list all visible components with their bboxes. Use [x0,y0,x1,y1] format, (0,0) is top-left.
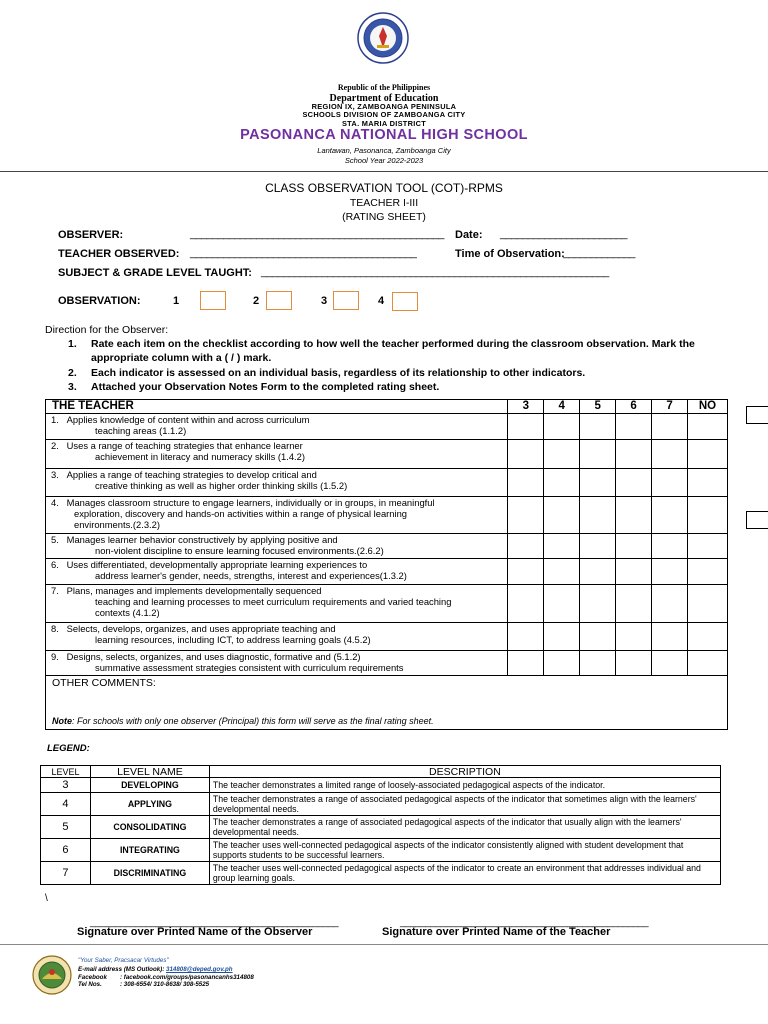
department-label: Department of Education [329,93,439,104]
rating-cell[interactable] [544,440,580,469]
indicator-num: 2. [51,440,59,451]
indicator-cell [46,534,508,559]
school-address: Lantawan, Pasonanca, Zamboanga City [317,146,451,155]
school-address-block [0,146,768,166]
observer-field[interactable]: ______________________________________________ [190,228,444,240]
rating-cell[interactable] [616,559,652,585]
legend-header-row [41,766,721,778]
rating-cell[interactable] [508,651,544,676]
observation-option-3: 3 [321,295,328,307]
observation-label: OBSERVATION: [58,295,141,307]
observation-checkbox-2[interactable] [266,291,292,310]
rating-cell[interactable] [544,534,580,559]
rating-cell[interactable] [652,469,688,497]
comments-row [46,676,728,730]
table-row [46,585,728,623]
indicator-text: Plans, manages and implements developmentally sequenced [66,585,322,596]
rating-cell[interactable] [580,469,616,497]
col-4-header: 4 [544,400,580,414]
school-logo [32,955,72,995]
rating-cell[interactable] [580,414,616,440]
rating-cell[interactable] [508,534,544,559]
region-block [0,103,768,128]
subject-field[interactable]: _______________________________________________________________ [261,266,609,278]
time-field[interactable]: _____________ [563,247,635,259]
indicator-text: Uses differentiated, developmentally appropriate learning experiences to [66,559,368,570]
legend-level: 3 [41,778,91,793]
rating-cell[interactable] [616,414,652,440]
table-row [46,440,728,469]
legend-name: DEVELOPING [90,778,209,793]
comments-cell[interactable] [46,676,728,730]
observer-signature-label: Signature over Printed Name of the Observer [77,926,313,938]
rating-cell[interactable] [688,497,728,534]
legend-desc: The teacher uses well-connected pedagogical aspects of the indicator consistently aligned with student development that supports students to be successful learners. [209,839,720,862]
indicator-text: learning resources, including ICT, to address learning goals (4.5.2) [95,634,371,645]
indicator-text: teaching areas (1.1.2) [95,425,187,436]
rating-cell[interactable] [652,534,688,559]
rating-cell[interactable] [544,469,580,497]
rating-cell[interactable] [688,623,728,651]
observation-checkbox-1[interactable] [200,291,226,310]
rating-cell[interactable] [580,497,616,534]
observation-checkbox-3[interactable] [333,291,359,310]
indicator-num: 7. [51,585,59,596]
stray-backslash: \ [45,893,48,904]
direction-1-line2: appropriate column with a ( / ) mark. [91,352,272,364]
rating-cell[interactable] [688,534,728,559]
division-label: SCHOOLS DIVISION OF ZAMBOANGA CITY [302,110,466,120]
rating-cell[interactable] [652,623,688,651]
note-label: Note [52,716,72,726]
legend-level-header: LEVEL [41,766,91,778]
col-7-header: 7 [652,400,688,414]
rating-cell[interactable] [544,585,580,623]
indicator-text: Applies knowledge of content within and across curriculum [66,414,310,425]
rating-cell[interactable] [616,497,652,534]
indicator-num: 5. [51,534,59,545]
indicator-text: contexts (4.1.2) [95,607,160,618]
indicator-num: 4. [51,497,59,508]
col-3-header: 3 [508,400,544,414]
indicator-num: 6. [51,559,59,570]
legend-name: DISCRIMINATING [90,862,209,885]
rating-cell[interactable] [544,559,580,585]
indicator-text: exploration, discovery and hands-on activities within a range of physical learning [74,508,408,519]
direction-2-num: 2. [68,367,77,379]
rating-cell[interactable] [580,534,616,559]
indicator-text: non-violent discipline to ensure learning focused environments.(2.6.2) [95,545,384,556]
indicator-cell [46,651,508,676]
district-label: STA. MARIA DISTRICT [341,118,427,128]
observation-checkbox-4[interactable] [392,292,418,311]
legend-level: 5 [41,816,91,839]
rating-cell[interactable] [508,623,544,651]
rating-cell[interactable] [580,559,616,585]
indicator-text: Designs, selects, organizes, and uses diagnostic, formative and (5.1.2) [66,651,361,662]
rating-cell[interactable] [580,623,616,651]
legend-desc: The teacher demonstrates a range of associated pedagogical aspects of the indicator that sometimes align with the learners' developmental needs. [209,793,720,816]
legend-table [40,765,721,885]
teacher-observed-field[interactable]: _________________________________________ [190,247,417,259]
indicator-cell [46,585,508,623]
rating-cell[interactable] [616,469,652,497]
rating-cell[interactable] [508,414,544,440]
comments-label: OTHER COMMENTS: [52,677,156,689]
indicator-cell [46,440,508,469]
indicator-text: creative thinking as well as higher order thinking skills (1.5.2) [95,480,348,491]
rating-cell[interactable] [652,414,688,440]
time-label: Time of Observation: [455,248,565,260]
email-label: E-mail address (MS Outlook): [78,966,165,973]
rating-cell[interactable] [688,585,728,623]
footer-email-row [78,966,233,973]
rating-cell[interactable] [508,440,544,469]
col-5-header: 5 [580,400,616,414]
rating-cell[interactable] [652,585,688,623]
indicator-text: environments.(2.3.2) [74,519,160,530]
rating-cell[interactable] [652,559,688,585]
rating-cell[interactable] [508,469,544,497]
indicator-text: achievement in literacy and numeracy skills (1.4.2) [95,451,305,462]
legend-desc: The teacher uses well-connected pedagogical aspects of the indicator to create an environment that addresses individual and group learning goals. [209,862,720,885]
indicator-text: summative assessment strategies consistent with curriculum requirements [95,662,404,673]
table-row [46,559,728,585]
email-link[interactable]: 314808@deped.gov.ph [166,966,233,973]
note [52,716,434,727]
footer-divider [0,944,768,945]
table-header-row [46,400,728,414]
observation-option-4: 4 [378,295,385,307]
rating-cell[interactable] [508,559,544,585]
rating-cell[interactable] [616,534,652,559]
direction-3-line1: Attached your Observation Notes Form to the completed rating sheet. [91,381,440,393]
directions-title: Direction for the Observer: [45,324,169,336]
direction-2-line1: Each indicator is assessed on an individual basis, regardless of its relationship to other indicators. [91,367,586,379]
table-row [46,534,728,559]
tel-label: Tel Nos. [78,981,102,988]
indicator-text: teaching and learning processes to meet curriculum requirements and varied teaching [95,596,452,607]
facebook-link[interactable]: : facebook.com/groups/pasonancanhs314808 [120,973,254,981]
rating-cell[interactable] [544,651,580,676]
legend-row [41,839,721,862]
republic-label: Republic of the Philippines [337,83,431,92]
legend-row [41,793,721,816]
tel-numbers: : 308-6554/ 310-8638/ 308-5525 [120,981,210,988]
indicator-num: 1. [51,414,59,425]
col-6-header: 6 [616,400,652,414]
edge-box [746,511,768,529]
indicator-num: 9. [51,651,59,662]
indicator-cell [46,497,508,534]
indicator-text: Manages learner behavior constructively by applying positive and [66,534,338,545]
header-divider [0,171,768,172]
indicator-cell [46,469,508,497]
legend-name: CONSOLIDATING [90,816,209,839]
rating-cell[interactable] [688,469,728,497]
teacher-signature-line[interactable]: _________________________________________________ [400,917,649,928]
legend-name: APPLYING [90,793,209,816]
subject-label: SUBJECT & GRADE LEVEL TAUGHT: [58,267,252,279]
footer-facebook-row [78,974,254,981]
the-teacher-header: THE TEACHER [46,400,508,414]
legend-level: 7 [41,862,91,885]
observer-label: OBSERVER: [58,229,124,241]
legend-name-header: LEVEL NAME [90,766,209,778]
form-subtitle: TEACHER I-III [349,197,419,209]
indicator-num: 8. [51,623,59,634]
rating-cell[interactable] [652,651,688,676]
direction-1-num: 1. [68,338,77,350]
rating-table [45,399,728,730]
legend-level: 6 [41,839,91,862]
indicator-text: Manages classroom structure to engage learners, individually or in groups, in meaningful [66,497,435,508]
rating-cell[interactable] [616,440,652,469]
rating-cell[interactable] [652,497,688,534]
indicator-text: address learner's gender, needs, strengths, interest and experiences(1.3.2) [95,570,407,581]
footer-tel-row [78,981,209,988]
table-row [46,651,728,676]
legend-desc: The teacher demonstrates a limited range of loosely-associated pedagogical aspects of the indicator. [209,778,720,793]
school-name: PASONANCA NATIONAL HIGH SCHOOL [240,127,528,143]
form-title: CLASS OBSERVATION TOOL (COT)-RPMS [265,181,503,195]
rating-cell[interactable] [544,623,580,651]
indicator-num: 3. [51,469,59,480]
rating-cell[interactable] [508,585,544,623]
region-label: REGION IX, ZAMBOANGA PENINSULA [311,102,457,111]
direction-1-line1: Rate each item on the checklist according to how well the teacher performed during the classroom observation. Mark the [91,338,695,350]
indicator-text: Selects, develops, organizes, and uses appropriate teaching and [66,623,336,634]
rating-cell[interactable] [544,414,580,440]
rating-cell[interactable] [580,651,616,676]
legend-row [41,862,721,885]
observer-signature-line[interactable]: _________________________________________________ [90,917,339,928]
school-year: School Year 2022-2023 [344,156,424,165]
rating-cell[interactable] [616,585,652,623]
table-row [46,623,728,651]
rating-cell[interactable] [616,623,652,651]
legend-row [41,816,721,839]
indicator-text: Uses a range of teaching strategies that enhance learner [66,440,303,451]
indicator-cell [46,623,508,651]
footer-motto: "Your Saber, Pracsacar Virtudes" [78,957,169,964]
observation-option-2: 2 [253,295,260,307]
rating-cell[interactable] [580,585,616,623]
rating-cell[interactable] [580,440,616,469]
teacher-observed-label: TEACHER OBSERVED: [58,248,180,260]
rating-cell[interactable] [688,440,728,469]
deped-seal [357,12,409,64]
table-row [46,497,728,534]
legend-name: INTEGRATING [90,839,209,862]
rating-cell[interactable] [688,414,728,440]
table-row [46,414,728,440]
rating-cell[interactable] [544,497,580,534]
facebook-label: Facebook [78,973,107,981]
legend-desc: The teacher demonstrates a range of associated pedagogical aspects of the indicator that usually align with the learners' developmental needs. [209,816,720,839]
rating-cell[interactable] [652,440,688,469]
rating-cell[interactable] [688,651,728,676]
table-row [46,469,728,497]
date-label: Date: [455,229,483,241]
edge-box [746,406,768,424]
indicator-text: Applies a range of teaching strategies to develop critical and [66,469,317,480]
direction-3-num: 3. [68,381,77,393]
legend-desc-header: DESCRIPTION [209,766,720,778]
rating-cell[interactable] [616,651,652,676]
observation-option-1: 1 [173,295,180,307]
rating-cell[interactable] [508,497,544,534]
form-sheet: (RATING SHEET) [342,211,426,223]
legend-level: 4 [41,793,91,816]
legend-title: LEGEND: [47,743,90,754]
note-text: : For schools with only one observer (Principal) this form will serve as the final rating sheet. [72,716,434,726]
col-no-header: NO [688,400,728,414]
teacher-signature-label: Signature over Printed Name of the Teacher [382,926,611,938]
legend-row [41,778,721,793]
rating-cell[interactable] [688,559,728,585]
indicator-cell [46,559,508,585]
indicator-cell [46,414,508,440]
date-field[interactable]: _______________________ [500,228,627,240]
